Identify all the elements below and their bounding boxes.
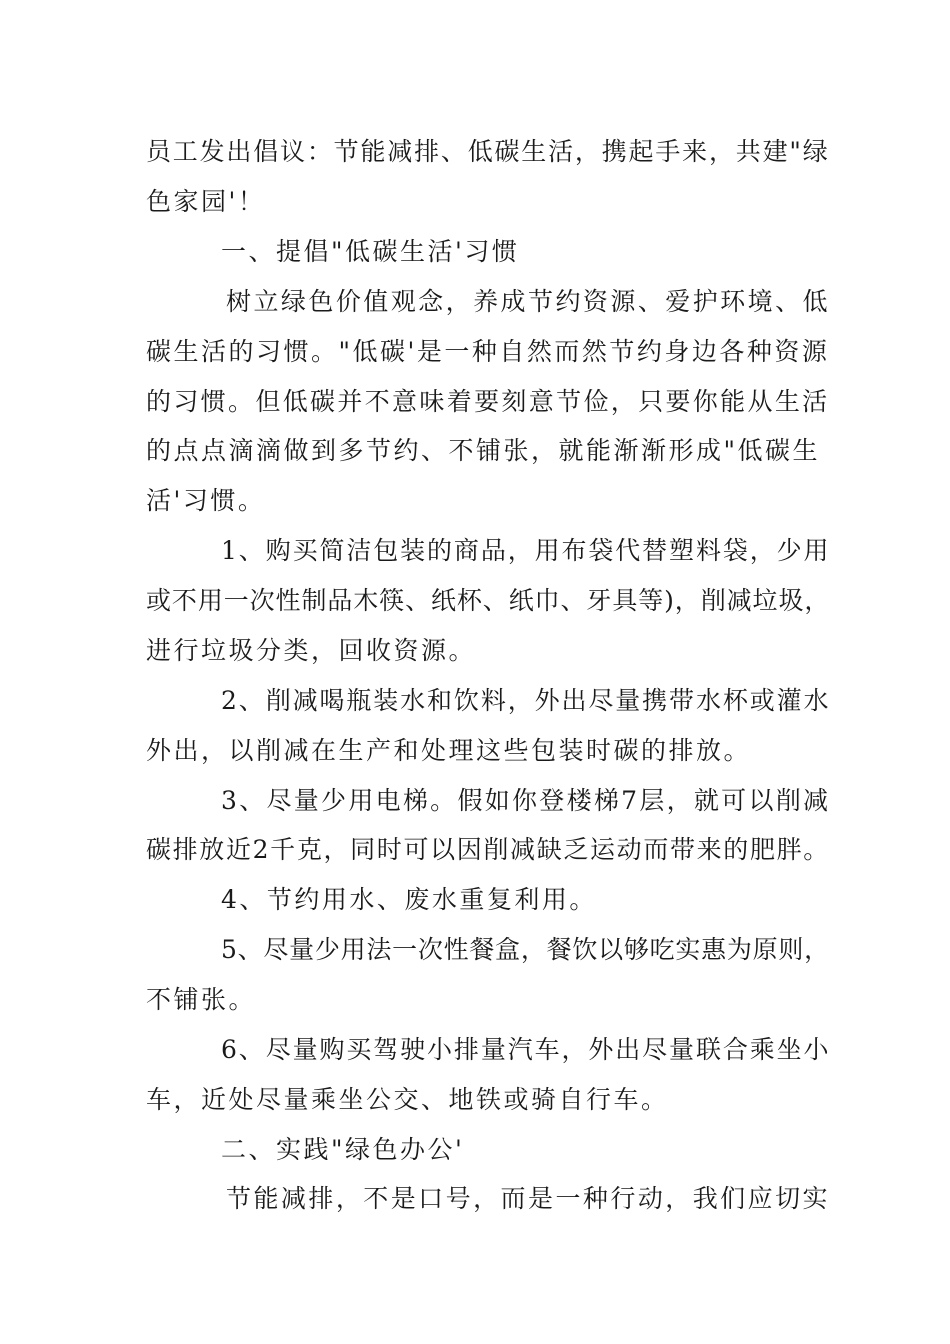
text-line: 节能减排，不是口号，而是一种行动，我们应切实 [226, 1184, 831, 1213]
text-line: 的点点滴滴做到多节约、不铺张，就能渐渐形成"低碳生 [146, 436, 821, 465]
list-item: 3、尽量少用电梯。假如你登楼梯7层，就可以削减 [221, 786, 831, 815]
text-line: 的习惯。但低碳并不意味着要刻意节俭，只要你能从生活 [146, 387, 830, 416]
section-heading: 二、实践"绿色办公' [221, 1135, 465, 1164]
text-line: 外出，以削减在生产和处理这些包装时碳的排放。 [146, 736, 752, 765]
text-line: 不铺张。 [146, 985, 257, 1014]
list-item: 4、节约用水、废水重复利用。 [221, 885, 597, 914]
list-item: 6、尽量购买驾驶小排量汽车，外出尽量联合乘坐小 [221, 1035, 831, 1064]
text-line: 活'习惯。 [146, 486, 266, 515]
text-line: 或不用一次性制品木筷、纸杯、纸巾、牙具等)，削减垃圾， [146, 586, 831, 615]
text-line: 碳生活的习惯。"低碳'是一种自然而然节约身边各种资源 [146, 337, 830, 366]
text-line: 色家园'！ [146, 187, 266, 216]
text-line: 碳排放近2千克，同时可以因削减缺乏运动而带来的肥胖。 [146, 835, 830, 864]
list-item: 5、尽量少用法一次性餐盒，餐饮以够吃实惠为原则， [221, 935, 830, 964]
text-line: 进行垃圾分类，回收资源。 [146, 636, 477, 665]
text-line: 树立绿色价值观念，养成节约资源、爱护环境、低 [226, 287, 831, 316]
section-heading: 一、提倡"低碳生活'习惯 [221, 237, 520, 266]
list-item: 1、购买简洁包装的商品，用布袋代替塑料袋，少用 [221, 536, 831, 565]
list-item: 2、削减喝瓶装水和饮料，外出尽量携带水杯或灌水 [221, 686, 831, 715]
text-line: 员工发出倡议：节能减排、低碳生活，携起手来，共建"绿 [146, 137, 830, 166]
text-line: 车，近处尽量乘坐公交、地铁或骑自行车。 [146, 1085, 669, 1114]
